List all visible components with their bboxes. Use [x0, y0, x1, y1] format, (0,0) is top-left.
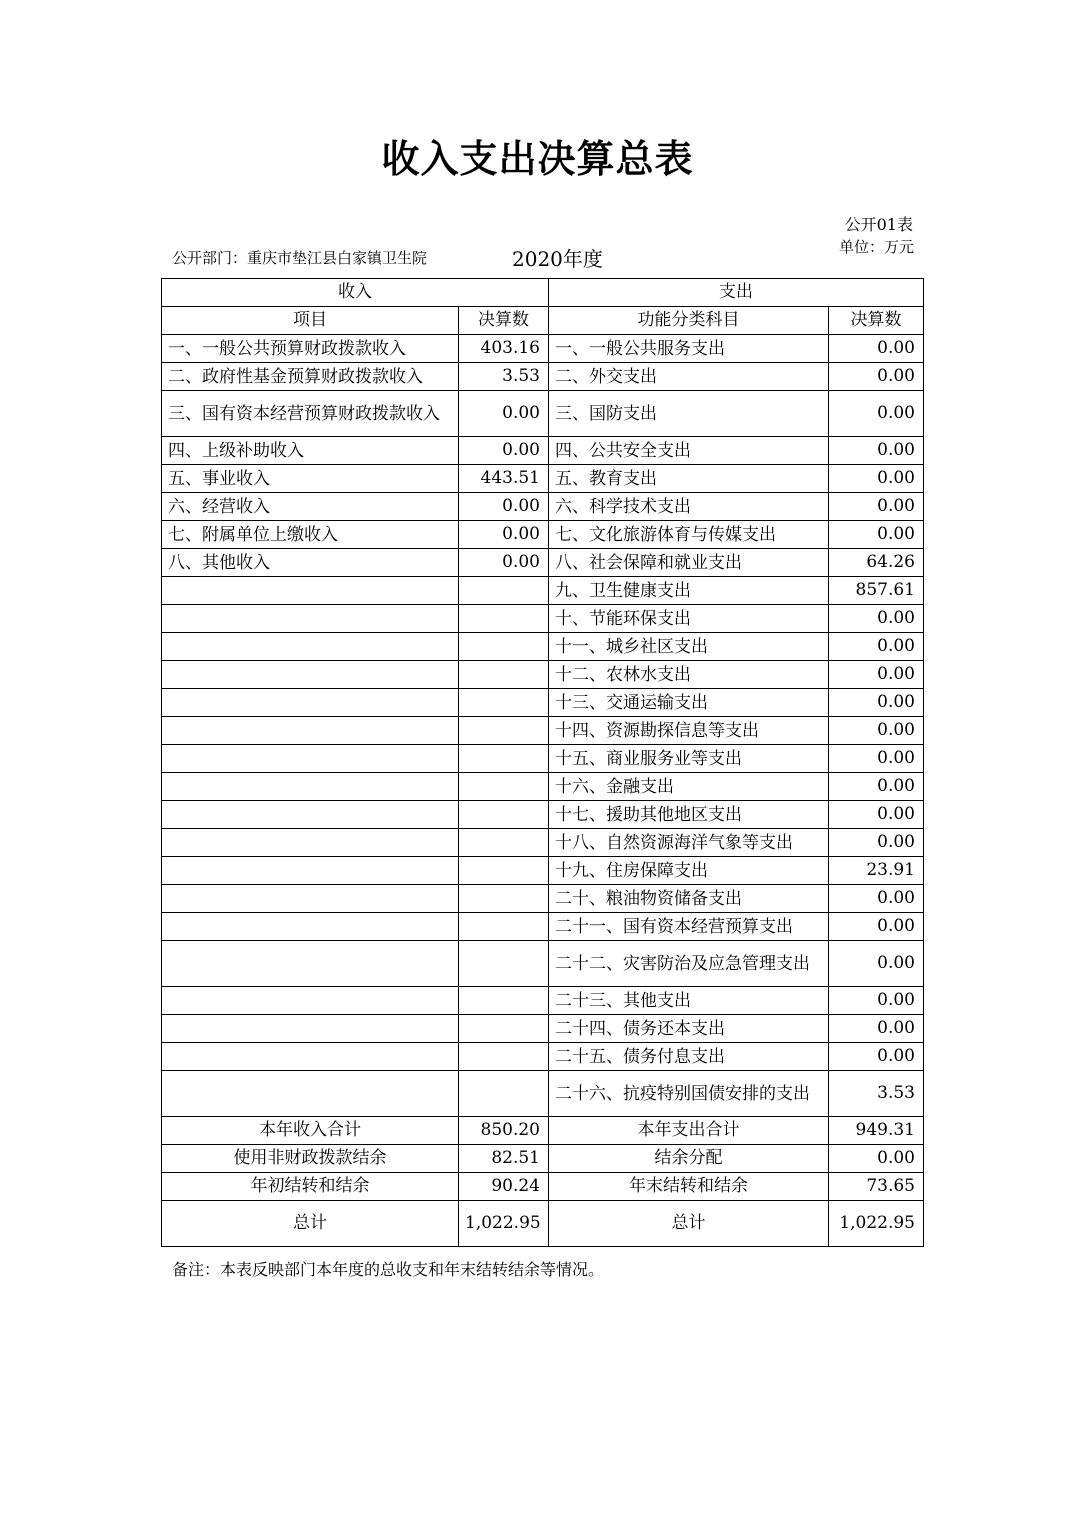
income-amount-cell: 0.00 [459, 391, 549, 437]
expense-amount-cell: 23.91 [829, 857, 924, 885]
expense-item-cell: 总计 [549, 1201, 829, 1247]
income-amount-cell [459, 829, 549, 857]
table-row [162, 913, 924, 941]
income-amount-cell: 850.20 [459, 1117, 549, 1145]
income-amount-cell [459, 689, 549, 717]
income-item-cell [162, 745, 459, 773]
expense-amount-cell: 0.00 [829, 689, 924, 717]
income-item-cell: 总计 [162, 1201, 459, 1247]
income-item-cell [162, 1043, 459, 1071]
income-amount-cell [459, 773, 549, 801]
expense-amount-cell: 0.00 [829, 941, 924, 987]
table-row [162, 521, 924, 549]
income-item-cell [162, 857, 459, 885]
table-row [162, 773, 924, 801]
income-item-cell [162, 577, 459, 605]
table-row [162, 885, 924, 913]
expense-amount-cell: 0.00 [829, 1043, 924, 1071]
table-row [162, 689, 924, 717]
expense-item-cell: 十六、金融支出 [549, 773, 829, 801]
income-amount-cell [459, 1043, 549, 1071]
income-expense-table [161, 278, 924, 1247]
expense-amount-cell: 1,022.95 [829, 1201, 924, 1247]
table-row [162, 493, 924, 521]
table-row [162, 801, 924, 829]
income-item-cell: 四、上级补助收入 [162, 437, 459, 465]
expense-item-cell: 二、外交支出 [549, 363, 829, 391]
expense-amount-cell: 0.00 [829, 987, 924, 1015]
income-item-cell [162, 829, 459, 857]
income-amount-cell [459, 633, 549, 661]
expense-item-cell: 三、国防支出 [549, 391, 829, 437]
expense-amount-cell: 0.00 [829, 801, 924, 829]
table-row [162, 465, 924, 493]
expense-amount-cell: 0.00 [829, 521, 924, 549]
expense-amount-cell: 3.53 [829, 1071, 924, 1117]
income-amount-cell [459, 1015, 549, 1043]
total-row [162, 1173, 924, 1201]
expense-amount-cell: 0.00 [829, 913, 924, 941]
income-item-cell [162, 773, 459, 801]
income-amount-cell [459, 745, 549, 773]
expense-item-cell: 年末结转和结余 [549, 1173, 829, 1201]
income-item-cell: 八、其他收入 [162, 549, 459, 577]
expense-amount-cell: 857.61 [829, 577, 924, 605]
expense-item-cell: 十七、援助其他地区支出 [549, 801, 829, 829]
total-row [162, 1145, 924, 1173]
form-number: 公开01表 [844, 215, 913, 234]
expense-item-cell: 二十五、债务付息支出 [549, 1043, 829, 1071]
income-item-cell [162, 633, 459, 661]
income-item-cell: 使用非财政拨款结余 [162, 1145, 459, 1173]
table-row [162, 437, 924, 465]
income-amount-cell: 0.00 [459, 437, 549, 465]
expense-item-cell: 十一、城乡社区支出 [549, 633, 829, 661]
table-row [162, 363, 924, 391]
expense-item-cell: 四、公共安全支出 [549, 437, 829, 465]
expense-amount-cell: 0.00 [829, 717, 924, 745]
table-row [162, 1015, 924, 1043]
income-amount-cell [459, 857, 549, 885]
expense-item-cell: 二十四、债务还本支出 [549, 1015, 829, 1043]
table-row [162, 829, 924, 857]
expense-amount-cell: 0.00 [829, 773, 924, 801]
expense-amount-cell: 0.00 [829, 493, 924, 521]
income-amount-cell [459, 913, 549, 941]
income-amount-cell [459, 941, 549, 987]
expense-category-header: 功能分类科目 [549, 307, 829, 335]
expense-amount-cell: 0.00 [829, 391, 924, 437]
income-item-cell [162, 689, 459, 717]
table-row [162, 661, 924, 689]
income-item-cell [162, 661, 459, 689]
column-header-row [162, 307, 924, 335]
table-row [162, 549, 924, 577]
table-row [162, 605, 924, 633]
income-amount-cell: 0.00 [459, 493, 549, 521]
unit-label: 单位：万元 [838, 238, 914, 256]
expense-amount-header: 决算数 [829, 307, 924, 335]
expense-item-cell: 十二、农林水支出 [549, 661, 829, 689]
income-item-cell: 七、附属单位上缴收入 [162, 521, 459, 549]
expense-item-cell: 二十、粮油物资储备支出 [549, 885, 829, 913]
income-amount-cell: 82.51 [459, 1145, 549, 1173]
total-row [162, 1117, 924, 1145]
expense-item-cell: 十五、商业服务业等支出 [549, 745, 829, 773]
income-item-cell [162, 941, 459, 987]
table-row [162, 745, 924, 773]
expense-amount-cell: 0.00 [829, 633, 924, 661]
expense-item-cell: 二十一、国有资本经营预算支出 [549, 913, 829, 941]
table-row [162, 941, 924, 987]
expense-amount-cell: 0.00 [829, 885, 924, 913]
section-header-row [162, 279, 924, 307]
income-amount-cell [459, 577, 549, 605]
expense-item-cell: 十八、自然资源海洋气象等支出 [549, 829, 829, 857]
income-item-cell: 三、国有资本经营预算财政拨款收入 [162, 391, 459, 437]
expense-amount-cell: 0.00 [829, 1145, 924, 1173]
income-item-cell: 六、经营收入 [162, 493, 459, 521]
table-row [162, 717, 924, 745]
income-item-cell [162, 885, 459, 913]
income-amount-cell: 0.00 [459, 521, 549, 549]
income-item-cell [162, 605, 459, 633]
income-amount-header: 决算数 [459, 307, 549, 335]
page-title: 收入支出决算总表 [381, 137, 694, 181]
income-item-cell [162, 801, 459, 829]
expense-item-cell: 八、社会保障和就业支出 [549, 549, 829, 577]
income-amount-cell [459, 801, 549, 829]
income-amount-cell [459, 1071, 549, 1117]
expense-item-cell: 十九、住房保障支出 [549, 857, 829, 885]
table-row [162, 335, 924, 363]
expense-item-cell: 本年支出合计 [549, 1117, 829, 1145]
income-item-cell [162, 1015, 459, 1043]
expense-item-cell: 五、教育支出 [549, 465, 829, 493]
expense-section-header: 支出 [549, 279, 924, 307]
table-row [162, 987, 924, 1015]
table-row [162, 1043, 924, 1071]
expense-item-cell: 二十二、灾害防治及应急管理支出 [549, 941, 829, 987]
expense-item-cell: 二十三、其他支出 [549, 987, 829, 1015]
income-amount-cell: 3.53 [459, 363, 549, 391]
expense-item-cell: 十三、交通运输支出 [549, 689, 829, 717]
expense-amount-cell: 0.00 [829, 437, 924, 465]
income-item-cell: 二、政府性基金预算财政拨款收入 [162, 363, 459, 391]
expense-amount-cell: 0.00 [829, 745, 924, 773]
income-item-cell: 本年收入合计 [162, 1117, 459, 1145]
expense-amount-cell: 0.00 [829, 363, 924, 391]
income-amount-cell: 90.24 [459, 1173, 549, 1201]
expense-amount-cell: 0.00 [829, 335, 924, 363]
expense-item-cell: 十、节能环保支出 [549, 605, 829, 633]
income-amount-cell [459, 661, 549, 689]
department-label: 公开部门：重庆市垫江县白家镇卫生院 [172, 249, 428, 267]
expense-amount-cell: 64.26 [829, 549, 924, 577]
income-item-header: 项目 [162, 307, 459, 335]
total-row [162, 1201, 924, 1247]
table-row [162, 1071, 924, 1117]
income-amount-cell [459, 605, 549, 633]
income-amount-cell: 0.00 [459, 549, 549, 577]
expense-item-cell: 二十六、抗疫特别国债安排的支出 [549, 1071, 829, 1117]
income-item-cell: 五、事业收入 [162, 465, 459, 493]
income-item-cell [162, 913, 459, 941]
income-section-header: 收入 [162, 279, 549, 307]
expense-amount-cell: 0.00 [829, 661, 924, 689]
income-amount-cell [459, 987, 549, 1015]
table-row [162, 633, 924, 661]
footnote: 备注：本表反映部门本年度的总收支和年末结转结余等情况。 [172, 1260, 605, 1279]
income-item-cell [162, 1071, 459, 1117]
table-row [162, 577, 924, 605]
expense-item-cell: 九、卫生健康支出 [549, 577, 829, 605]
income-amount-cell: 403.16 [459, 335, 549, 363]
expense-amount-cell: 0.00 [829, 829, 924, 857]
income-item-cell: 一、一般公共预算财政拨款收入 [162, 335, 459, 363]
income-item-cell [162, 987, 459, 1015]
expense-item-cell: 六、科学技术支出 [549, 493, 829, 521]
table-row [162, 391, 924, 437]
expense-amount-cell: 0.00 [829, 465, 924, 493]
expense-amount-cell: 0.00 [829, 1015, 924, 1043]
expense-item-cell: 十四、资源勘探信息等支出 [549, 717, 829, 745]
expense-amount-cell: 73.65 [829, 1173, 924, 1201]
expense-amount-cell: 949.31 [829, 1117, 924, 1145]
expense-item-cell: 结余分配 [549, 1145, 829, 1173]
income-item-cell [162, 717, 459, 745]
expense-item-cell: 一、一般公共服务支出 [549, 335, 829, 363]
fiscal-year: 2020年度 [512, 247, 603, 271]
expense-item-cell: 七、文化旅游体育与传媒支出 [549, 521, 829, 549]
income-amount-cell: 1,022.95 [459, 1201, 549, 1247]
income-amount-cell: 443.51 [459, 465, 549, 493]
table-row [162, 857, 924, 885]
income-item-cell: 年初结转和结余 [162, 1173, 459, 1201]
income-amount-cell [459, 885, 549, 913]
expense-amount-cell: 0.00 [829, 605, 924, 633]
income-amount-cell [459, 717, 549, 745]
